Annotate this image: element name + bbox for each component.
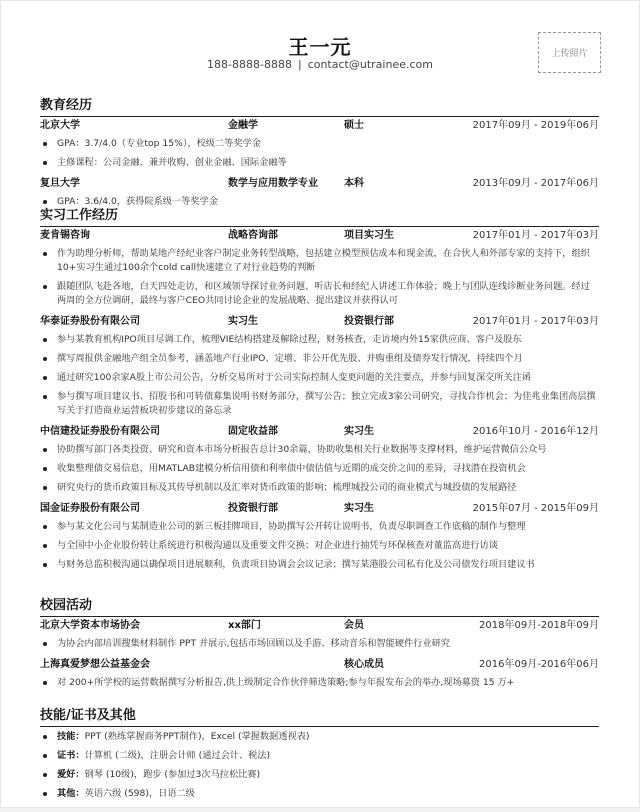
role: 核心成员 bbox=[344, 659, 384, 670]
dates: 2016年10月 - 2016年12月 bbox=[472, 426, 599, 437]
organization: 上海真爱梦想公益基金会 bbox=[40, 659, 150, 670]
skill-label: 其他： bbox=[57, 788, 85, 799]
skill-item bbox=[40, 749, 599, 763]
dates: 2018年09月-2018年09月 bbox=[479, 620, 599, 631]
list-item: 研究央行的货币政策目标及其传导机制以及汇率对货币政策的影响；梳理城投公司的商业模式与城投债的发展路径 bbox=[40, 481, 599, 495]
dates: 2017年01月 - 2017年03月 bbox=[472, 316, 599, 327]
education-entry-header bbox=[40, 117, 599, 135]
dates: 2017年09月 - 2019年06月 bbox=[472, 120, 599, 131]
position: 实习生 bbox=[228, 316, 258, 327]
work-entry-header bbox=[40, 423, 599, 441]
section-title: 校园活动 bbox=[40, 597, 599, 617]
list-item: 参与某文化公司与某制造业公司的新三板挂牌项目，协助撰写公开转让说明书，负责尽职调查工作底稿的制作与整理 bbox=[40, 520, 599, 534]
dates: 2015年07月 - 2015年09月 bbox=[472, 503, 599, 514]
skill-text: 英语六级 (598)，日语二级 bbox=[84, 788, 195, 799]
candidate-name: 王一元 bbox=[288, 35, 352, 59]
position: 实习生 bbox=[344, 503, 374, 514]
phone: 188-8888-8888 bbox=[207, 58, 292, 71]
skill-item bbox=[40, 768, 599, 782]
list-item: 对 200+所学校的运营数据撰写分析报告,供上级制定合作伙伴筛选策略;参与年报发布会的举办,现场募资 15 万+ bbox=[40, 676, 599, 690]
campus-entry-header bbox=[40, 656, 599, 674]
list-item: 跟随团队飞赴各地，白天四处走访，和区域领导探讨业务问题、听店长和经纪人讲述工作体验；晚上与团队连线诊断业务问题。经过两周的全方位调研，最终与客户CEO共同讨论企业的发展战略、提出建议并获得认可 bbox=[40, 280, 599, 308]
work-entry-header bbox=[40, 227, 599, 245]
email: contact@utrainee.com bbox=[307, 58, 433, 71]
work-entry-header bbox=[40, 500, 599, 518]
list-item: 撰写周报供金融地产组全员参考，涵盖地产行业IPO、定增、非公开优先股、并购重组及债券发行情况，持续四个月 bbox=[40, 352, 599, 366]
degree: 本科 bbox=[344, 178, 364, 189]
separator: | bbox=[297, 58, 302, 71]
work-section bbox=[40, 207, 599, 577]
list-item: 收集整理债交易信息，用MATLAB建模分析信用债和利率债中债估值与近期的成交价之间的差异，寻找潜在投资机会 bbox=[40, 462, 599, 476]
skills-section bbox=[40, 707, 599, 806]
school: 复旦大学 bbox=[40, 178, 80, 189]
skill-text: 钢琴 (10级)，跑步 (参加过3次马拉松比赛) bbox=[84, 769, 261, 780]
list-item: 为协会内部培训搜集材料制作 PPT 并展示,包括市场回顾以及手游、移动音乐和智能硬件行业研究 bbox=[40, 637, 599, 651]
campus-section bbox=[40, 597, 599, 695]
education-entry-header bbox=[40, 175, 599, 193]
skill-label: 技能： bbox=[57, 731, 85, 742]
list-item: 通过研究100余家A股上市公司公告，分析交易所对于公司实际控制人变更问题的关注要点，并参与回复深交所关注函 bbox=[40, 371, 599, 385]
list-item: GPA：3.6/4.0，获得院系级一等奖学金 bbox=[40, 195, 599, 209]
dates: 2016年09月-2016年06月 bbox=[479, 659, 599, 670]
skill-label: 爱好： bbox=[57, 769, 85, 780]
list-item: 参与某教育机构IPO项目尽调工作，梳理VIE结构搭建及解除过程，财务核查，走访境内外15家供应商、客户及股东 bbox=[40, 333, 599, 347]
company: 华泰证券股份有限公司 bbox=[40, 316, 140, 327]
section-title: 教育经历 bbox=[40, 97, 599, 117]
skill-label: 证书： bbox=[57, 750, 85, 761]
list-item: 主修课程：公司金融、兼并收购、创业金融、国际金融等 bbox=[40, 156, 599, 170]
position: 实习生 bbox=[344, 426, 374, 437]
dates: 2017年01月 - 2017年03月 bbox=[472, 230, 599, 241]
upload-photo-button[interactable]: 上传照片 bbox=[538, 32, 601, 73]
skill-item bbox=[40, 787, 599, 801]
dates: 2013年09月 - 2017年06月 bbox=[472, 178, 599, 189]
list-item: 与财务总监积极沟通以确保项目进展顺利，负责项目协调会会议记录；撰写某港股公司私有化及公司债发行项目建议书 bbox=[40, 558, 599, 572]
list-item: GPA：3.7/4.0（专业top 15%），校级二等奖学金 bbox=[40, 137, 599, 151]
organization: 北京大学资本市场协会 bbox=[40, 620, 140, 631]
section-title: 实习工作经历 bbox=[40, 207, 599, 227]
company: 中信建投证券股份有限公司 bbox=[40, 426, 160, 437]
list-item: 协助撰写部门各类投资、研究和资本市场分析报告总计30余篇，协助收集相关行业数据等支撑材料，维护运营微信公众号 bbox=[40, 443, 599, 457]
school: 北京大学 bbox=[40, 120, 80, 131]
degree: 硕士 bbox=[344, 120, 364, 131]
list-item: 参与撰写项目建议书、招股书和可转债募集说明书财务部分，撰写公告；独立完成3家公司研究，寻找合作机会；为佳兆业集团高层撰写关于打造商业运营板块初步建议的备忘录 bbox=[40, 390, 599, 418]
department: xx部门 bbox=[228, 620, 261, 631]
campus-entry-header bbox=[40, 617, 599, 635]
role: 会员 bbox=[344, 620, 364, 631]
department: 投资银行部 bbox=[228, 503, 278, 514]
position: 项目实习生 bbox=[344, 230, 394, 241]
company: 麦肯锡咨询 bbox=[40, 230, 90, 241]
skill-text: 计算机 (二级)，注册会计师 (通过会计、税法) bbox=[84, 750, 271, 761]
major: 数学与应用数学专业 bbox=[228, 178, 318, 189]
work-entry-header bbox=[40, 313, 599, 331]
resume-header bbox=[1, 1, 639, 83]
major: 金融学 bbox=[228, 120, 258, 131]
skill-text: PPT (熟练掌握商务PPT制作)，Excel (掌握数据透视表) bbox=[84, 731, 310, 742]
education-section bbox=[40, 97, 599, 214]
list-item: 作为助理分析师，帮助某地产经纪业客户制定业务转型战略，包括建立模型预估成本和现金流，在合伙人和外部专家的支持下，组织10+实习生通过100余个cold call快速建立了对行业趋势的判断 bbox=[40, 247, 599, 275]
skill-item bbox=[40, 730, 599, 744]
section-title: 技能/证书及其他 bbox=[40, 707, 599, 727]
company: 国金证券股份有限公司 bbox=[40, 503, 140, 514]
list-item: 与全国中小企业股份转让系统进行积极沟通以及重要文件交换；对企业进行抽凭与环保核查对董监高进行访谈 bbox=[40, 539, 599, 553]
department: 战略咨询部 bbox=[228, 230, 278, 241]
department: 固定收益部 bbox=[228, 426, 278, 437]
department: 投资银行部 bbox=[344, 316, 394, 327]
